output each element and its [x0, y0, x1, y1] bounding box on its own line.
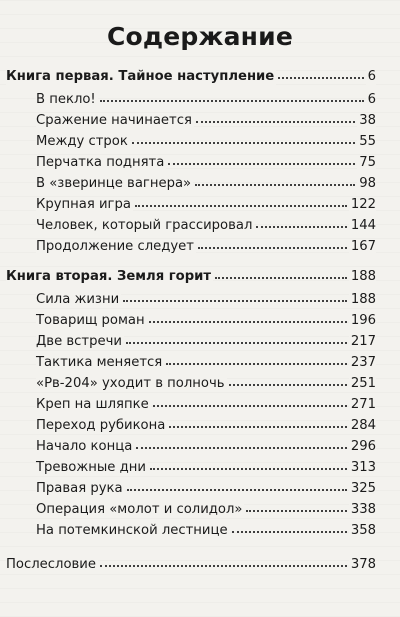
toc-page-number: 55 — [359, 134, 376, 149]
toc-item-title: Две встречи — [36, 334, 122, 349]
toc-item — [36, 499, 376, 515]
dot-leader — [196, 109, 355, 123]
toc-page-number: 6 — [367, 69, 376, 84]
toc-item — [36, 89, 376, 105]
toc-page-number: 325 — [350, 481, 376, 496]
dot-leader — [168, 151, 355, 165]
toc-page-number: 284 — [350, 418, 376, 433]
toc-item — [36, 110, 376, 126]
dot-leader — [149, 309, 347, 323]
toc-item — [36, 520, 376, 536]
dot-leader — [123, 288, 347, 302]
dot-leader — [229, 372, 347, 386]
toc-item-title: В «зверинце вагнера» — [36, 176, 192, 191]
toc-item — [36, 289, 376, 305]
toc-item — [36, 215, 376, 231]
toc-item — [36, 310, 376, 326]
toc-page-number: 167 — [350, 239, 376, 254]
toc-page-number: 313 — [350, 460, 376, 475]
toc-item-title: Между строк — [36, 134, 128, 149]
toc-page-number: 196 — [350, 313, 376, 328]
dot-leader — [246, 498, 346, 512]
dot-leader — [126, 330, 347, 344]
toc-part-2 — [6, 266, 376, 282]
toc-item-title: На потемкинской лестнице — [36, 523, 228, 538]
toc-part-1 — [6, 66, 376, 82]
dot-leader — [100, 88, 364, 102]
toc-item-title: Тревожные дни — [36, 460, 146, 475]
toc-afterword — [6, 554, 376, 570]
toc-item — [36, 415, 376, 431]
toc-item — [36, 436, 376, 452]
toc-item-title: Продолжение следует — [36, 239, 194, 254]
toc-page-number: 122 — [350, 197, 376, 212]
toc-item — [36, 478, 376, 494]
toc-page-number: 188 — [350, 292, 376, 307]
dot-leader — [169, 414, 347, 428]
toc-page-number: 188 — [350, 269, 376, 284]
toc-item-title: «Рв-204» уходит в полночь — [36, 376, 225, 391]
toc-item — [36, 194, 376, 210]
toc-page-number: 358 — [350, 523, 376, 538]
toc-item-title: Сражение начинается — [36, 113, 192, 128]
toc-page-number: 144 — [350, 218, 376, 233]
toc-item — [36, 152, 376, 168]
toc-item-title: Креп на шляпке — [36, 397, 149, 412]
toc-item-title: Человек, который грассировал — [36, 218, 253, 233]
toc-item-title: В пекло! — [36, 92, 96, 107]
toc-item — [36, 394, 376, 410]
toc-page-number: 378 — [350, 557, 376, 572]
toc-item-title: Товарищ роман — [36, 313, 145, 328]
dot-leader — [278, 65, 363, 79]
toc-page-number: 217 — [350, 334, 376, 349]
toc-page-number: 237 — [350, 355, 376, 370]
dot-leader — [166, 351, 347, 365]
toc-item — [36, 352, 376, 368]
toc-page-number: 338 — [350, 502, 376, 517]
dot-leader — [153, 393, 347, 407]
toc-page-number: 38 — [359, 113, 376, 128]
toc-item-title: Начало конца — [36, 439, 133, 454]
dot-leader — [132, 130, 355, 144]
toc-page-number: 98 — [359, 176, 376, 191]
dot-leader — [135, 193, 347, 207]
toc-item-title: Перчатка поднята — [36, 155, 165, 170]
dot-leader — [198, 235, 347, 249]
toc-title: Содержание — [106, 22, 294, 51]
toc-item-title: Переход рубикона — [36, 418, 166, 433]
dot-leader — [100, 553, 347, 567]
dot-leader — [195, 172, 355, 186]
toc-page-number: 296 — [350, 439, 376, 454]
toc-item — [36, 173, 376, 189]
toc-page-number: 251 — [350, 376, 376, 391]
dot-leader — [127, 477, 347, 491]
dot-leader — [232, 519, 347, 533]
toc-part-title: Книга первая. Тайное наступление — [6, 69, 275, 84]
toc-item-title: Правая рука — [36, 481, 123, 496]
toc-item — [36, 373, 376, 389]
toc-item-title: Крупная игра — [36, 197, 131, 212]
dot-leader — [215, 265, 347, 279]
dot-leader — [150, 456, 347, 470]
toc-page-number: 75 — [359, 155, 376, 170]
toc-item-title: Тактика меняется — [36, 355, 163, 370]
toc-item — [36, 331, 376, 347]
toc-part-title: Книга вторая. Земля горит — [6, 269, 212, 284]
toc-item-title: Сила жизни — [36, 292, 120, 307]
dot-leader — [256, 214, 346, 228]
toc-item — [36, 457, 376, 473]
toc-item — [36, 131, 376, 147]
toc-item-title: Операция «молот и солидол» — [36, 502, 243, 517]
dot-leader — [136, 435, 347, 449]
toc-page-number: 6 — [367, 92, 376, 107]
toc-page-number: 271 — [350, 397, 376, 412]
toc-item — [36, 236, 376, 252]
toc-item-title: Послесловие — [6, 557, 96, 572]
